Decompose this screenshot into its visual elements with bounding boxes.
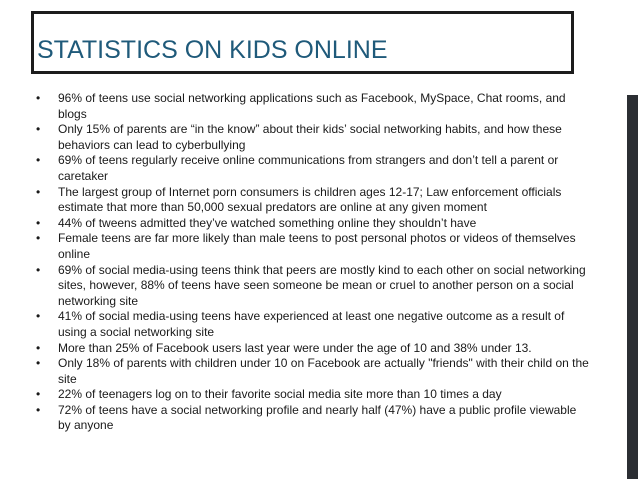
bullet-text: 41% of social media-using teens have experienced at least one negative outcome as a result of using a social networking site	[58, 309, 565, 339]
bullet-text: 72% of teens have a social networking profile and nearly half (47%) have a public profile viewable by anyone	[58, 402, 577, 433]
bullet-text: Female teens are far more likely than male teens to post personal photos or videos of themselves online	[58, 231, 576, 261]
bullet-icon: •	[36, 309, 41, 324]
bullet-icon: •	[36, 262, 41, 277]
bullet-text: 69% of teens regularly receive online communications from strangers and don’t tell a parent or caretaker	[58, 153, 559, 183]
bullet-icon: •	[36, 91, 41, 105]
bullet-icon: •	[36, 231, 41, 246]
bullet-icon: •	[36, 340, 41, 355]
bullet-icon: •	[36, 356, 41, 371]
list-item	[0, 231, 590, 262]
statistics-list	[0, 91, 590, 434]
bullet-text: 96% of teens use social networking applications such as Facebook, MySpace, Chat rooms, and blogs	[58, 91, 566, 121]
bullet-text: More than 25% of Facebook users last year were under the age of 10 and 38% under 13.	[58, 340, 532, 355]
list-item	[0, 153, 590, 184]
bullet-icon: •	[36, 215, 41, 230]
list-item	[0, 91, 590, 122]
bullet-text: 22% of teenagers log on to their favorite social media site more than 10 times a day	[58, 387, 502, 402]
bullet-icon: •	[36, 402, 41, 417]
bullet-text: 69% of social media-using teens think that peers are mostly kind to each other on social networking sites, however, 88% of teens have seen someone be mean or cruel to another person on a social networking site	[58, 262, 586, 308]
bullet-icon: •	[36, 153, 41, 168]
list-item	[0, 185, 590, 216]
bullet-text: Only 15% of parents are “in the know” about their kids’ social networking habits, and how these behaviors can lead to cyberbullying	[58, 122, 562, 152]
list-item	[0, 263, 590, 310]
list-item	[0, 341, 590, 357]
list-item	[0, 387, 590, 403]
side-accent-bar	[627, 95, 638, 479]
list-item	[0, 403, 590, 434]
bullet-icon: •	[36, 184, 41, 199]
list-item	[0, 216, 590, 232]
bullet-text: The largest group of Internet porn consumers is children ages 12-17; Law enforcement officials estimate that more than 50,000 sexual predators are online at any given moment	[58, 184, 562, 215]
list-item	[0, 122, 590, 153]
bullet-text: 44% of tweens admitted they’ve watched something online they shouldn’t have	[58, 215, 477, 230]
bullet-icon: •	[36, 122, 41, 137]
bullet-icon: •	[36, 387, 41, 402]
bullet-text: Only 18% of parents with children under 10 on Facebook are actually "friends" with their child on the site	[58, 356, 589, 386]
slide-title: STATISTICS ON KIDS ONLINE	[37, 36, 388, 64]
list-item	[0, 356, 590, 387]
list-item	[0, 309, 590, 340]
